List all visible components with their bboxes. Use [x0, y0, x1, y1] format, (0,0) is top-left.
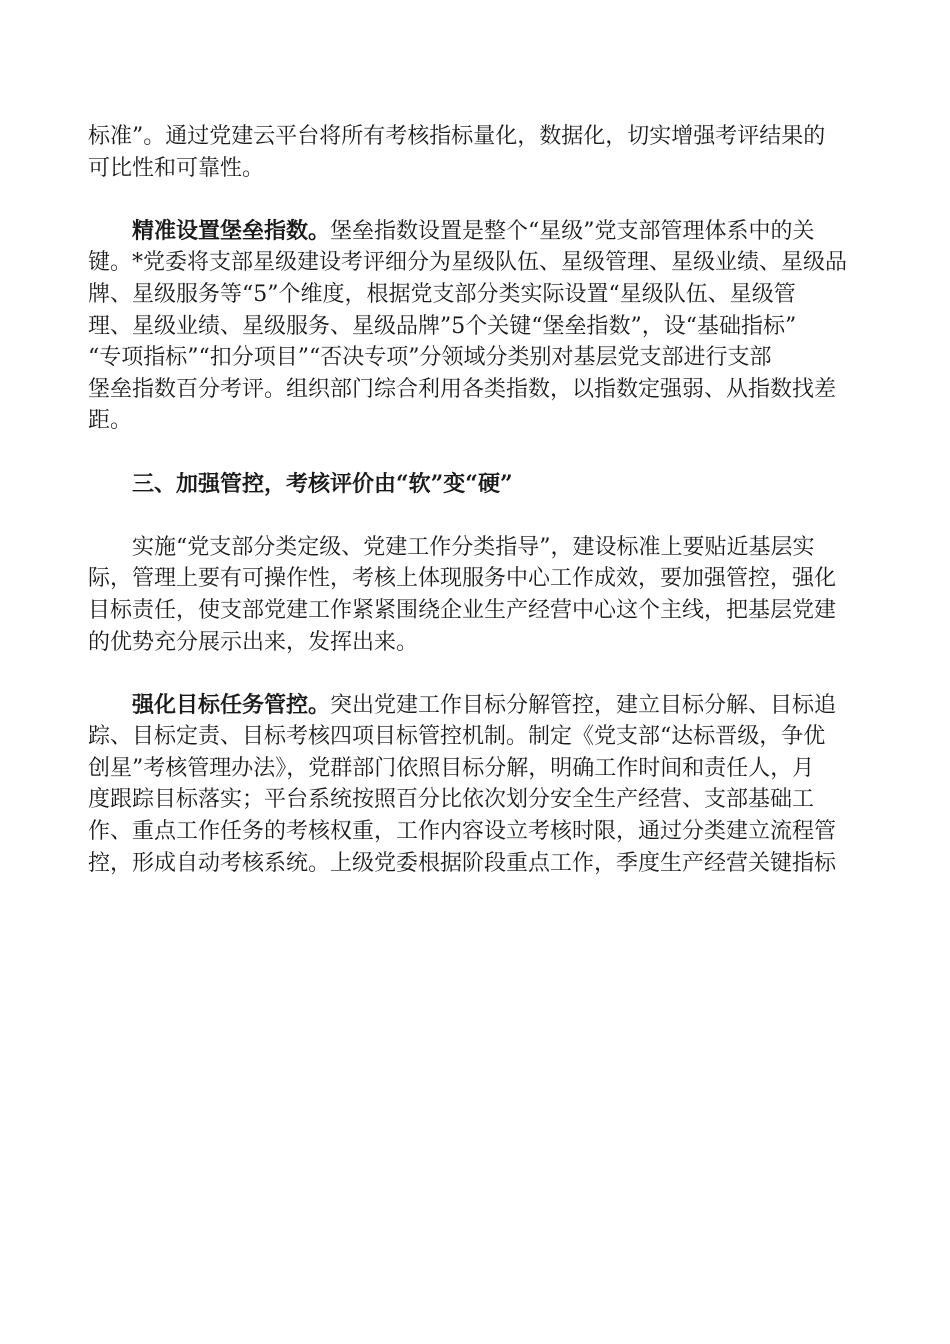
text-line: 踪、目标定责、目标考核四项目标管控机制。制定《党支部“达标晋级，争优 — [88, 724, 826, 750]
text-line: 际，管理上要有可操作性，考核上体现服务中心工作成效，要加强管控，强化 — [88, 566, 837, 592]
paragraph-target-control — [88, 690, 858, 880]
section-title: 三、加强管控，考核评价由“软”变“硬” — [132, 470, 513, 497]
text-line: 牌、星级服务等“5”个维度，根据党支部分类实际设置“星级队伍、星级管 — [88, 281, 796, 307]
text-line: 的优势充分展示出来，发挥出来。 — [88, 629, 419, 655]
paragraph-heading: 精准设置堡垒指数。 — [132, 217, 331, 244]
text-line: 控，形成自动考核系统。上级党委根据阶段重点工作，季度生产经营关键指标 — [88, 850, 837, 876]
text-line — [88, 690, 858, 722]
text-line: 度跟踪目标落实；平台系统按照百分比依次划分安全生产经营、支部基础工 — [88, 787, 815, 813]
text-line: 创星”考核管理办法》，党群部门依照目标分解，明确工作时间和责任人，月 — [88, 755, 815, 781]
text-line: 作、重点工作任务的考核权重，工作内容设立考核时限，通过分类建立流程管 — [88, 819, 837, 845]
text-line: 堡垒指数百分考评。组织部门综合利用各类指数，以指数定强弱、从指数找差 — [88, 376, 837, 402]
text-line: 可比性和可靠性。 — [88, 155, 265, 181]
paragraph-spacer — [88, 437, 858, 469]
paragraph-spacer — [88, 500, 858, 532]
paragraph-fortress-index — [88, 216, 858, 437]
paragraph-classification — [88, 532, 858, 658]
text-line — [88, 216, 858, 248]
text-fragment: 突出党建工作目标分解管控，建立目标分解、目标追 — [330, 692, 837, 718]
paragraph-heading: 强化目标任务管控。 — [132, 691, 331, 718]
section-heading-3 — [88, 469, 858, 501]
text-line: 理、星级业绩、星级服务、星级品牌”5个关键“堡垒指数”，设“基础指标” — [88, 313, 797, 339]
paragraph-spacer — [88, 184, 858, 216]
paragraph-spacer — [88, 658, 858, 690]
text-line: 实施“党支部分类定级、党建工作分类指导”，建设标准上要贴近基层实 — [132, 534, 815, 560]
paragraph-quantification — [88, 121, 858, 184]
text-line: 距。 — [88, 408, 133, 434]
document-page — [88, 121, 858, 879]
text-line: 目标责任，使支部党建工作紧紧围绕企业生产经营中心这个主线，把基层党建 — [88, 597, 837, 623]
text-fragment: 堡垒指数设置是整个“星级”党支部管理体系中的关 — [330, 218, 815, 244]
text-line: 键。*党委将支部星级建设考评细分为星级队伍、星级管理、星级业绩、星级品 — [88, 250, 848, 276]
text-line: 标准”。通过党建云平台将所有考核指标量化，数据化，切实增强考评结果的 — [88, 124, 826, 149]
text-line: “专项指标”“扣分项目”“否决专项”分领域分类别对基层党支部进行支部 — [88, 345, 772, 371]
